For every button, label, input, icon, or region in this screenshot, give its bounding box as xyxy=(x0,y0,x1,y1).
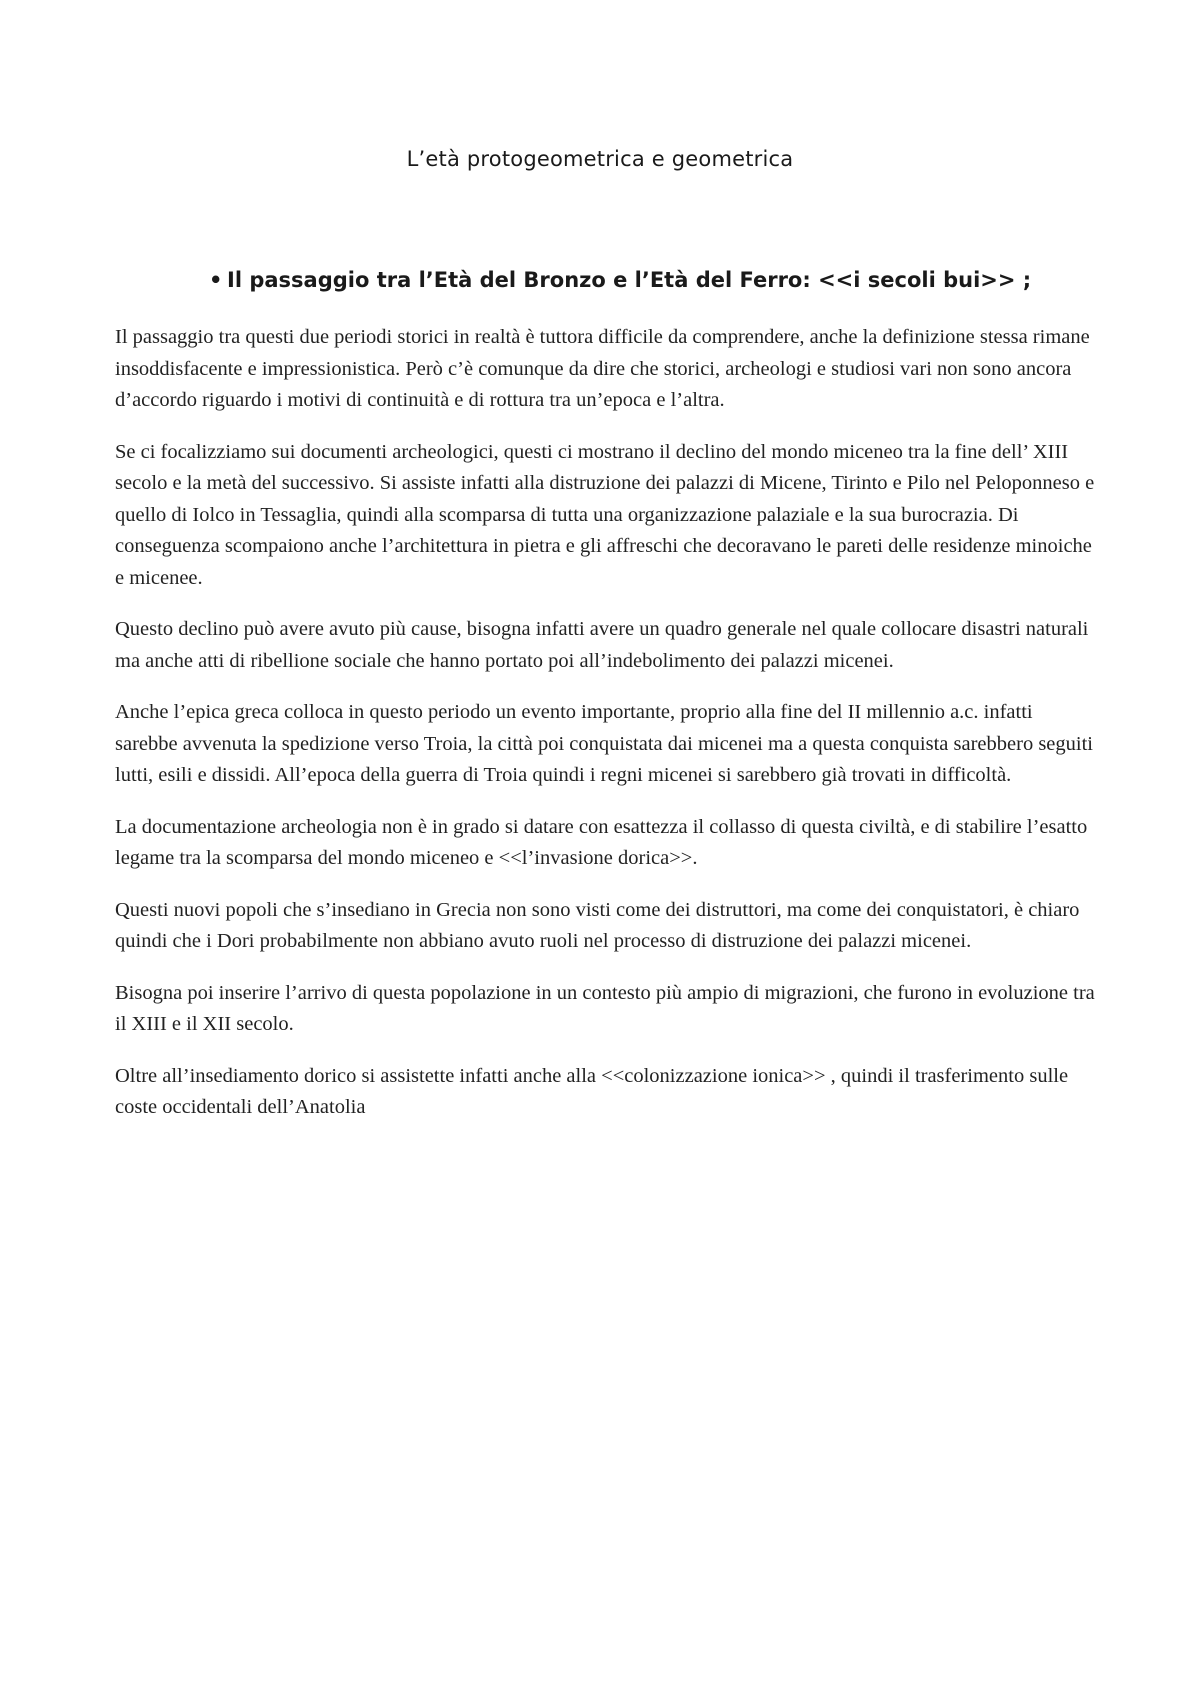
paragraph: Oltre all’insediamento dorico si assistette infatti anche alla <<colonizzazione ionica>> , quindi il trasferimento sulle coste occidentali dell’Anatolia xyxy=(115,1064,1069,1118)
section-heading-text: Il passaggio tra l’Età del Bronzo e l’Età del Ferro: <<i secoli bui>> ; xyxy=(227,268,1032,292)
paragraph: Il passaggio tra questi due periodi storici in realtà è tuttora difficile da comprendere, anche la definizione stessa rimane insoddisfacente e impressionistica. Però c’è comunque da dire che storici, archeologi e studiosi vari non sono ancora d’accordo riguardo i motivi di continuità e di rottura tra un’epoca e l’altra. xyxy=(115,326,1090,411)
paragraph: Anche l’epica greca colloca in questo periodo un evento importante, proprio alla fine del II millennio a.c. infatti sarebbe avvenuta la spedizione verso Troia, la città poi conquistata dai micenei ma a questa conquista sarebbero seguiti lutti, esili e dissidi. All’epoca della guerra di Troia quindi i regni micenei si sarebbero già trovati in difficoltà. xyxy=(115,701,1093,786)
paragraph: La documentazione archeologia non è in grado si datare con esattezza il collasso di questa civiltà, e di stabilire l’esatto legame tra la scomparsa del mondo miceneo e <<l’invasione dorica>>. xyxy=(115,815,1088,869)
paragraph: Questi nuovi popoli che s’insediano in Grecia non sono visti come dei distruttori, ma come dei conquistatori, è chiaro quindi che i Dori probabilmente non abbiano avuto ruoli nel processo di distruzione dei palazzi micenei. xyxy=(115,898,1080,952)
bullet-icon: • xyxy=(209,268,223,292)
section-heading xyxy=(209,268,1127,292)
document-title: L’età protogeometrica e geometrica xyxy=(406,147,794,171)
body-text xyxy=(115,322,1095,1144)
paragraph: Bisogna poi inserire l’arrivo di questa popolazione in un contesto più ampio di migrazioni, che furono in evoluzione tra il XIII e il XII secolo. xyxy=(115,981,1095,1035)
paragraph: Se ci focalizziamo sui documenti archeologici, questi ci mostrano il declino del mondo miceneo tra la fine dell’ XIII secolo e la metà del successivo. Si assiste infatti alla distruzione dei palazzi di Micene, Tirinto e Pilo nel Peloponneso e quello di Iolco in Tessaglia, quindi alla scomparsa di tutta una organizzazione palaziale e la sua burocrazia. Di conseguenza scompaiono anche l’architettura in pietra e gli affreschi che decoravano le pareti delle residenze minoiche e micenee. xyxy=(115,440,1095,589)
paragraph: Questo declino può avere avuto più cause, bisogna infatti avere un quadro generale nel quale collocare disastri naturali ma anche atti di ribellione sociale che hanno portato poi all’indebolimento dei palazzi micenei. xyxy=(115,618,1089,672)
